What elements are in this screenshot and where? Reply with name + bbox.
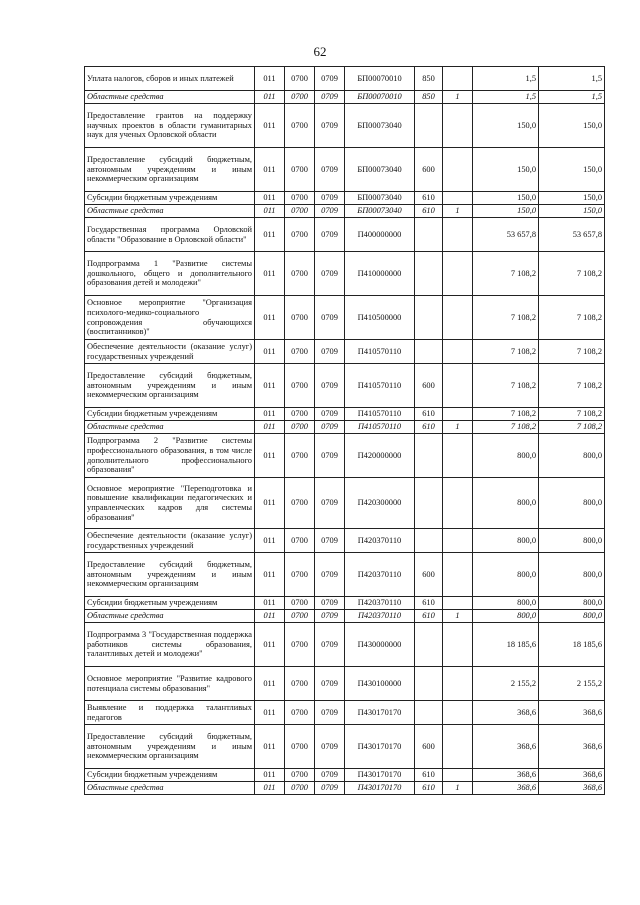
amount-year1-cell: 2 155,2 xyxy=(473,667,539,701)
section-code-cell: 0700 xyxy=(285,597,315,610)
amount-year1-cell: 7 108,2 xyxy=(473,421,539,434)
table-row xyxy=(85,192,605,205)
funding-source-cell xyxy=(443,364,473,408)
table-row xyxy=(85,252,605,296)
subsection-code-cell: 0709 xyxy=(315,725,345,769)
target-article-cell: П430170170 xyxy=(345,725,415,769)
table-row xyxy=(85,218,605,252)
funding-source-cell: 1 xyxy=(443,782,473,795)
funding-source-cell xyxy=(443,725,473,769)
amount-year1-cell: 7 108,2 xyxy=(473,252,539,296)
target-article-cell: П410500000 xyxy=(345,296,415,340)
row-name-cell: Подпрограмма 1 "Развитие системы дошкольного, общего и дополнительного образования детей и молодежи" xyxy=(85,252,255,296)
funding-source-cell xyxy=(443,434,473,478)
amount-year2-cell: 7 108,2 xyxy=(539,364,605,408)
funding-source-cell: 1 xyxy=(443,610,473,623)
table-row xyxy=(85,553,605,597)
table-row xyxy=(85,597,605,610)
amount-year1-cell: 53 657,8 xyxy=(473,218,539,252)
expense-type-cell xyxy=(415,104,443,148)
amount-year2-cell: 800,0 xyxy=(539,478,605,529)
table-row xyxy=(85,478,605,529)
amount-year2-cell: 368,6 xyxy=(539,782,605,795)
row-name-cell: Основное мероприятие "Развитие кадрового потенциала системы образования" xyxy=(85,667,255,701)
expense-type-cell: 850 xyxy=(415,91,443,104)
expense-type-cell xyxy=(415,701,443,725)
funding-source-cell xyxy=(443,67,473,91)
amount-year1-cell: 1,5 xyxy=(473,91,539,104)
table-row xyxy=(85,148,605,192)
section-code-cell: 0700 xyxy=(285,478,315,529)
amount-year2-cell: 368,6 xyxy=(539,725,605,769)
target-article-cell: П420000000 xyxy=(345,434,415,478)
amount-year1-cell: 800,0 xyxy=(473,478,539,529)
amount-year1-cell: 150,0 xyxy=(473,148,539,192)
ved-code-cell: 011 xyxy=(255,67,285,91)
amount-year1-cell: 7 108,2 xyxy=(473,296,539,340)
table-row xyxy=(85,421,605,434)
expense-type-cell: 610 xyxy=(415,610,443,623)
funding-source-cell xyxy=(443,769,473,782)
row-name-cell: Основное мероприятие "Переподготовка и повышение квалификации педагогических и управленческих кадров для системы образования" xyxy=(85,478,255,529)
amount-year1-cell: 150,0 xyxy=(473,104,539,148)
amount-year2-cell: 150,0 xyxy=(539,192,605,205)
subsection-code-cell: 0709 xyxy=(315,701,345,725)
target-article-cell: БП00073040 xyxy=(345,205,415,218)
target-article-cell: П400000000 xyxy=(345,218,415,252)
target-article-cell: П420370110 xyxy=(345,529,415,553)
ved-code-cell: 011 xyxy=(255,597,285,610)
table-row xyxy=(85,529,605,553)
expense-type-cell: 610 xyxy=(415,421,443,434)
row-name-cell: Основное мероприятие "Организация психолого-медико-социального сопровождения обучающихся (воспитанников)" xyxy=(85,296,255,340)
subsection-code-cell: 0709 xyxy=(315,340,345,364)
section-code-cell: 0700 xyxy=(285,725,315,769)
funding-source-cell xyxy=(443,529,473,553)
amount-year2-cell: 7 108,2 xyxy=(539,340,605,364)
expense-type-cell: 610 xyxy=(415,192,443,205)
ved-code-cell: 011 xyxy=(255,529,285,553)
ved-code-cell: 011 xyxy=(255,782,285,795)
funding-source-cell xyxy=(443,192,473,205)
row-name-cell: Субсидии бюджетным учреждениям xyxy=(85,408,255,421)
table-row xyxy=(85,104,605,148)
section-code-cell: 0700 xyxy=(285,340,315,364)
amount-year2-cell: 800,0 xyxy=(539,610,605,623)
table-row xyxy=(85,610,605,623)
expense-type-cell xyxy=(415,478,443,529)
amount-year2-cell: 800,0 xyxy=(539,597,605,610)
funding-source-cell xyxy=(443,597,473,610)
funding-source-cell: 1 xyxy=(443,421,473,434)
row-name-cell: Государственная программа Орловской области "Образование в Орловской области" xyxy=(85,218,255,252)
table-row xyxy=(85,340,605,364)
row-name-cell: Обеспечение деятельности (оказание услуг) государственных учреждений xyxy=(85,340,255,364)
target-article-cell: П420370110 xyxy=(345,553,415,597)
funding-source-cell: 1 xyxy=(443,91,473,104)
ved-code-cell: 011 xyxy=(255,408,285,421)
section-code-cell: 0700 xyxy=(285,91,315,104)
amount-year1-cell: 368,6 xyxy=(473,701,539,725)
ved-code-cell: 011 xyxy=(255,434,285,478)
row-name-cell: Предоставление субсидий бюджетным, автономным учреждениям и иным некоммерческим организациям xyxy=(85,725,255,769)
subsection-code-cell: 0709 xyxy=(315,434,345,478)
expense-type-cell: 610 xyxy=(415,769,443,782)
section-code-cell: 0700 xyxy=(285,148,315,192)
amount-year2-cell: 800,0 xyxy=(539,553,605,597)
amount-year1-cell: 1,5 xyxy=(473,67,539,91)
table-row xyxy=(85,408,605,421)
subsection-code-cell: 0709 xyxy=(315,408,345,421)
section-code-cell: 0700 xyxy=(285,252,315,296)
expense-type-cell xyxy=(415,252,443,296)
subsection-code-cell: 0709 xyxy=(315,667,345,701)
table-row xyxy=(85,623,605,667)
subsection-code-cell: 0709 xyxy=(315,597,345,610)
ved-code-cell: 011 xyxy=(255,667,285,701)
expense-type-cell: 600 xyxy=(415,553,443,597)
row-name-cell: Предоставление субсидий бюджетным, автономным учреждениям и иным некоммерческим организациям xyxy=(85,364,255,408)
expense-type-cell: 850 xyxy=(415,67,443,91)
amount-year2-cell: 7 108,2 xyxy=(539,408,605,421)
table-row xyxy=(85,364,605,408)
expense-type-cell xyxy=(415,434,443,478)
row-name-cell: Областные средства xyxy=(85,421,255,434)
target-article-cell: БП00070010 xyxy=(345,91,415,104)
row-name-cell: Субсидии бюджетным учреждениям xyxy=(85,597,255,610)
target-article-cell: П410000000 xyxy=(345,252,415,296)
amount-year2-cell: 53 657,8 xyxy=(539,218,605,252)
subsection-code-cell: 0709 xyxy=(315,218,345,252)
section-code-cell: 0700 xyxy=(285,192,315,205)
funding-source-cell: 1 xyxy=(443,205,473,218)
row-name-cell: Предоставление субсидий бюджетным, автономным учреждениям и иным некоммерческим организациям xyxy=(85,553,255,597)
amount-year2-cell: 1,5 xyxy=(539,67,605,91)
row-name-cell: Областные средства xyxy=(85,782,255,795)
table-row xyxy=(85,91,605,104)
section-code-cell: 0700 xyxy=(285,553,315,597)
target-article-cell: БП00073040 xyxy=(345,192,415,205)
ved-code-cell: 011 xyxy=(255,192,285,205)
subsection-code-cell: 0709 xyxy=(315,67,345,91)
funding-source-cell xyxy=(443,340,473,364)
ved-code-cell: 011 xyxy=(255,725,285,769)
amount-year1-cell: 800,0 xyxy=(473,597,539,610)
row-name-cell: Подпрограмма 3 "Государственная поддержка работников системы образования, талантливых детей и молодежи" xyxy=(85,623,255,667)
ved-code-cell: 011 xyxy=(255,701,285,725)
expense-type-cell xyxy=(415,218,443,252)
amount-year1-cell: 150,0 xyxy=(473,205,539,218)
section-code-cell: 0700 xyxy=(285,364,315,408)
amount-year2-cell: 2 155,2 xyxy=(539,667,605,701)
funding-source-cell xyxy=(443,553,473,597)
subsection-code-cell: 0709 xyxy=(315,478,345,529)
table-row xyxy=(85,434,605,478)
budget-table xyxy=(84,66,605,795)
row-name-cell: Областные средства xyxy=(85,610,255,623)
funding-source-cell xyxy=(443,623,473,667)
ved-code-cell: 011 xyxy=(255,218,285,252)
expense-type-cell: 600 xyxy=(415,364,443,408)
ved-code-cell: 011 xyxy=(255,296,285,340)
row-name-cell: Предоставление субсидий бюджетным, автономным учреждениям и иным некоммерческим организациям xyxy=(85,148,255,192)
funding-source-cell xyxy=(443,701,473,725)
target-article-cell: П420370110 xyxy=(345,597,415,610)
row-name-cell: Субсидии бюджетным учреждениям xyxy=(85,192,255,205)
section-code-cell: 0700 xyxy=(285,769,315,782)
budget-table-body xyxy=(85,67,605,795)
subsection-code-cell: 0709 xyxy=(315,252,345,296)
amount-year2-cell: 800,0 xyxy=(539,529,605,553)
funding-source-cell xyxy=(443,296,473,340)
expense-type-cell: 610 xyxy=(415,597,443,610)
row-name-cell: Субсидии бюджетным учреждениям xyxy=(85,769,255,782)
row-name-cell: Подпрограмма 2 "Развитие системы профессионального образования, в том числе дополнительного профессионального образования" xyxy=(85,434,255,478)
section-code-cell: 0700 xyxy=(285,623,315,667)
row-name-cell: Выявление и поддержка талантливых педагогов xyxy=(85,701,255,725)
table-row xyxy=(85,782,605,795)
subsection-code-cell: 0709 xyxy=(315,296,345,340)
amount-year1-cell: 150,0 xyxy=(473,192,539,205)
section-code-cell: 0700 xyxy=(285,104,315,148)
subsection-code-cell: 0709 xyxy=(315,421,345,434)
amount-year1-cell: 368,6 xyxy=(473,782,539,795)
section-code-cell: 0700 xyxy=(285,701,315,725)
target-article-cell: БП00073040 xyxy=(345,148,415,192)
expense-type-cell: 610 xyxy=(415,205,443,218)
amount-year2-cell: 7 108,2 xyxy=(539,296,605,340)
table-row xyxy=(85,67,605,91)
ved-code-cell: 011 xyxy=(255,91,285,104)
section-code-cell: 0700 xyxy=(285,434,315,478)
funding-source-cell xyxy=(443,667,473,701)
ved-code-cell: 011 xyxy=(255,205,285,218)
amount-year1-cell: 368,6 xyxy=(473,769,539,782)
subsection-code-cell: 0709 xyxy=(315,610,345,623)
ved-code-cell: 011 xyxy=(255,340,285,364)
subsection-code-cell: 0709 xyxy=(315,782,345,795)
target-article-cell: БП00070010 xyxy=(345,67,415,91)
subsection-code-cell: 0709 xyxy=(315,148,345,192)
amount-year2-cell: 368,6 xyxy=(539,769,605,782)
target-article-cell: П420300000 xyxy=(345,478,415,529)
subsection-code-cell: 0709 xyxy=(315,553,345,597)
section-code-cell: 0700 xyxy=(285,218,315,252)
target-article-cell: П410570110 xyxy=(345,421,415,434)
amount-year1-cell: 800,0 xyxy=(473,553,539,597)
row-name-cell: Уплата налогов, сборов и иных платежей xyxy=(85,67,255,91)
table-row xyxy=(85,205,605,218)
expense-type-cell xyxy=(415,296,443,340)
target-article-cell: П410570110 xyxy=(345,408,415,421)
ved-code-cell: 011 xyxy=(255,421,285,434)
section-code-cell: 0700 xyxy=(285,610,315,623)
table-row xyxy=(85,769,605,782)
amount-year2-cell: 800,0 xyxy=(539,434,605,478)
subsection-code-cell: 0709 xyxy=(315,192,345,205)
target-article-cell: П430170170 xyxy=(345,782,415,795)
ved-code-cell: 011 xyxy=(255,148,285,192)
section-code-cell: 0700 xyxy=(285,782,315,795)
subsection-code-cell: 0709 xyxy=(315,769,345,782)
subsection-code-cell: 0709 xyxy=(315,364,345,408)
ved-code-cell: 011 xyxy=(255,104,285,148)
funding-source-cell xyxy=(443,478,473,529)
amount-year1-cell: 7 108,2 xyxy=(473,364,539,408)
row-name-cell: Областные средства xyxy=(85,205,255,218)
amount-year1-cell: 18 185,6 xyxy=(473,623,539,667)
funding-source-cell xyxy=(443,252,473,296)
funding-source-cell xyxy=(443,104,473,148)
expense-type-cell xyxy=(415,667,443,701)
section-code-cell: 0700 xyxy=(285,421,315,434)
target-article-cell: П410570110 xyxy=(345,340,415,364)
subsection-code-cell: 0709 xyxy=(315,529,345,553)
expense-type-cell xyxy=(415,623,443,667)
table-row xyxy=(85,296,605,340)
amount-year2-cell: 150,0 xyxy=(539,104,605,148)
section-code-cell: 0700 xyxy=(285,529,315,553)
subsection-code-cell: 0709 xyxy=(315,91,345,104)
amount-year1-cell: 7 108,2 xyxy=(473,408,539,421)
target-article-cell: П430100000 xyxy=(345,667,415,701)
target-article-cell: П420370110 xyxy=(345,610,415,623)
expense-type-cell: 610 xyxy=(415,782,443,795)
amount-year1-cell: 7 108,2 xyxy=(473,340,539,364)
ved-code-cell: 011 xyxy=(255,478,285,529)
section-code-cell: 0700 xyxy=(285,205,315,218)
expense-type-cell: 610 xyxy=(415,408,443,421)
expense-type-cell xyxy=(415,340,443,364)
funding-source-cell xyxy=(443,218,473,252)
table-row xyxy=(85,667,605,701)
ved-code-cell: 011 xyxy=(255,769,285,782)
ved-code-cell: 011 xyxy=(255,623,285,667)
target-article-cell: П430170170 xyxy=(345,701,415,725)
section-code-cell: 0700 xyxy=(285,296,315,340)
row-name-cell: Предоставление грантов на поддержку научных проектов в области гуманитарных наук для ученых Орловской области xyxy=(85,104,255,148)
table-row xyxy=(85,701,605,725)
amount-year1-cell: 800,0 xyxy=(473,434,539,478)
subsection-code-cell: 0709 xyxy=(315,205,345,218)
section-code-cell: 0700 xyxy=(285,408,315,421)
amount-year2-cell: 150,0 xyxy=(539,148,605,192)
ved-code-cell: 011 xyxy=(255,553,285,597)
expense-type-cell: 600 xyxy=(415,725,443,769)
target-article-cell: БП00073040 xyxy=(345,104,415,148)
funding-source-cell xyxy=(443,148,473,192)
ved-code-cell: 011 xyxy=(255,610,285,623)
expense-type-cell xyxy=(415,529,443,553)
row-name-cell: Обеспечение деятельности (оказание услуг) государственных учреждений xyxy=(85,529,255,553)
target-article-cell: П430000000 xyxy=(345,623,415,667)
amount-year1-cell: 800,0 xyxy=(473,529,539,553)
page-number: 62 xyxy=(313,44,327,59)
table-row xyxy=(85,725,605,769)
subsection-code-cell: 0709 xyxy=(315,623,345,667)
amount-year1-cell: 368,6 xyxy=(473,725,539,769)
section-code-cell: 0700 xyxy=(285,667,315,701)
amount-year2-cell: 368,6 xyxy=(539,701,605,725)
amount-year2-cell: 7 108,2 xyxy=(539,252,605,296)
target-article-cell: П410570110 xyxy=(345,364,415,408)
amount-year2-cell: 1,5 xyxy=(539,91,605,104)
target-article-cell: П430170170 xyxy=(345,769,415,782)
amount-year2-cell: 18 185,6 xyxy=(539,623,605,667)
expense-type-cell: 600 xyxy=(415,148,443,192)
subsection-code-cell: 0709 xyxy=(315,104,345,148)
amount-year2-cell: 150,0 xyxy=(539,205,605,218)
amount-year1-cell: 800,0 xyxy=(473,610,539,623)
section-code-cell: 0700 xyxy=(285,67,315,91)
row-name-cell: Областные средства xyxy=(85,91,255,104)
amount-year2-cell: 7 108,2 xyxy=(539,421,605,434)
ved-code-cell: 011 xyxy=(255,252,285,296)
funding-source-cell xyxy=(443,408,473,421)
ved-code-cell: 011 xyxy=(255,364,285,408)
